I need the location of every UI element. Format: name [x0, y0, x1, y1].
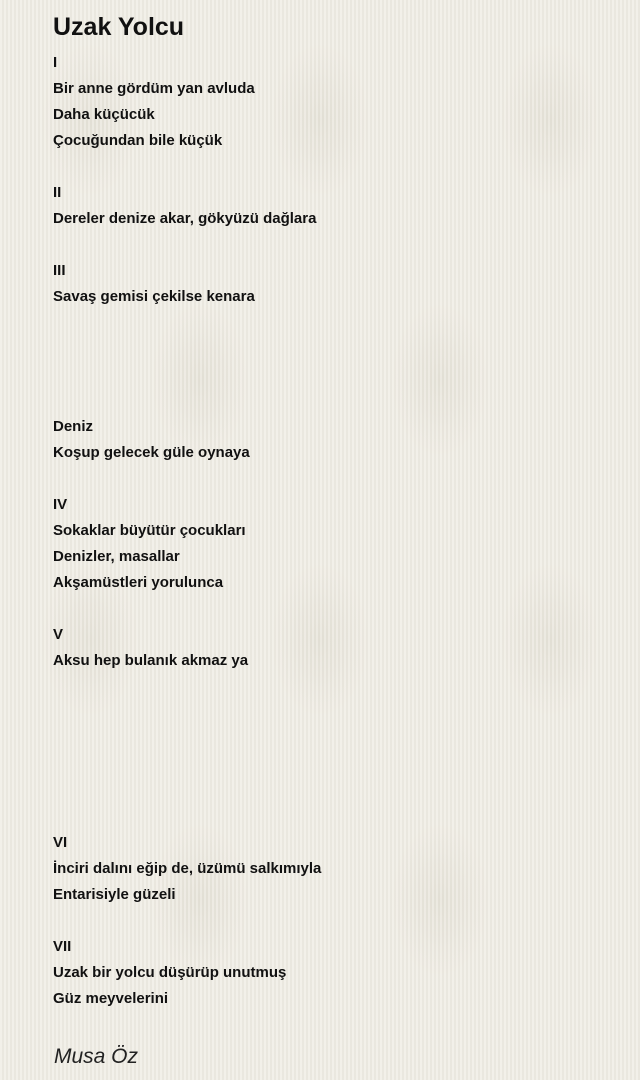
poem-line: VI [53, 834, 68, 851]
poem-blank-line [53, 232, 613, 258]
poem-blank-line [53, 674, 613, 700]
poem-blank-line [53, 726, 613, 752]
poem-line: Savaş gemisi çekilse kenara [53, 288, 255, 305]
poem-line: III [53, 262, 66, 279]
poem-line: Koşup gelecek güle oynaya [53, 444, 250, 461]
poem-container [53, 12, 613, 1072]
poem-blank-line [53, 778, 613, 804]
poem-line: Entarisiyle güzeli [53, 886, 176, 903]
poem-blank-line [53, 596, 613, 622]
poem-line: Daha küçücük [53, 106, 155, 123]
poem-blank-line [53, 804, 613, 830]
poem-line: VII [53, 938, 72, 955]
poem-line: Dereler denize akar, gökyüzü dağlara [53, 210, 317, 227]
poem-body [53, 50, 613, 1012]
poem-blank-line [53, 700, 613, 726]
poem-blank-line [53, 752, 613, 778]
poem-line: Bir anne gördüm yan avluda [53, 80, 255, 97]
poem-line: Aksu hep bulanık akmaz ya [53, 652, 249, 669]
poem-line: Deniz [53, 418, 94, 435]
poem-blank-line [53, 388, 613, 414]
poem-author: Musa Öz [54, 1045, 139, 1068]
poem-line: Çocuğundan bile küçük [53, 132, 223, 149]
poem-blank-line [53, 336, 613, 362]
poem-blank-line [53, 908, 613, 934]
poem-title: Uzak Yolcu [53, 13, 185, 41]
poem-line: İnciri dalını eğip de, üzümü salkımıyla [53, 860, 322, 877]
poem-blank-line [53, 362, 613, 388]
poem-line: Güz meyvelerini [53, 990, 169, 1007]
poem-line: V [53, 626, 64, 643]
poem-line: Sokaklar büyütür çocukları [53, 522, 246, 539]
poem-line: Denizler, masallar [53, 548, 180, 565]
poem-line: I [53, 54, 58, 71]
poem-line: Akşamüstleri yorulunca [53, 574, 224, 591]
poem-line: Uzak bir yolcu düşürüp unutmuş [53, 964, 287, 981]
poem-blank-line [53, 154, 613, 180]
poem-blank-line [53, 466, 613, 492]
poem-blank-line [53, 310, 613, 336]
poem-line: IV [53, 496, 68, 513]
poem-line: II [53, 184, 62, 201]
